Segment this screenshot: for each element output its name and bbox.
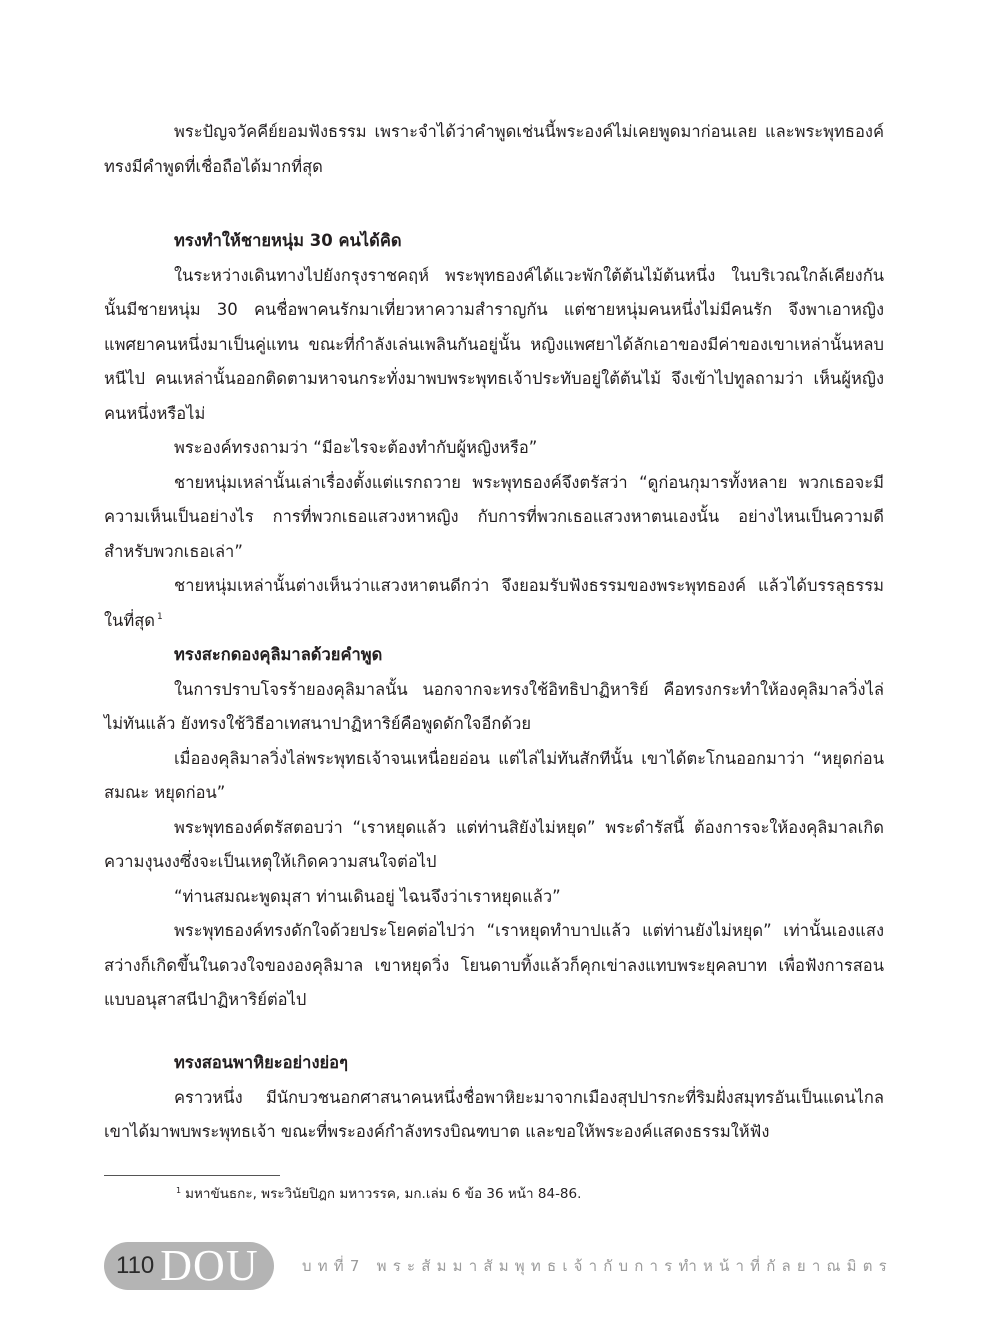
footnote: [176, 1184, 581, 1204]
footnote-divider: [104, 1175, 280, 1176]
section-young-men: [104, 224, 884, 1018]
body-paragraph: ในระหว่างเดินทางไปยังกรุงราชคฤห์ พระพุทธองค์ได้แวะพักใต้ต้นไม้ต้นหนึ่ง ในบริเวณใกล้เคียงกันนั้นมีชายหนุ่ม 30 คนชื่อพาคนรักมาเที่ยวหาความสำราญกัน แต่ชายหนุ่มคนหนึ่งไม่มีคนรัก จึงพาเอาหญิงแพศยาคนหนึ่งมาเป็นคู่แทน ขณะที่กำลังเล่นเพลินกันอยู่นั้น หญิงแพศยาได้ลักเอาของมีค่าของเขาเหล่านั้นหลบหนีไป คนเหล่านั้นออกติดตามหาจนกระทั่งมาพบพระพุทธเจ้าประทับอยู่ใต้ต้นไม้ จึงเข้าไปทูลถามว่า เห็นผู้หญิงคนหนึ่งหรือไม่: [104, 265, 884, 423]
section-heading: ทรงสอนพาหิยะอย่างย่อๆ: [174, 1053, 348, 1072]
intro-block: [104, 115, 884, 184]
body-paragraph: “ท่านสมณะพูดมุสา ท่านเดินอยู่ ไฉนจึงว่าเราหยุดแล้ว”: [174, 886, 561, 906]
body-paragraph: ชายหนุ่มเหล่านั้นเล่าเรื่องตั้งแต่แรกถวาย พระพุทธองค์จึงตรัสว่า “ดูก่อนกุมารทั้งหลาย พวกเธอจะมีความเห็นเป็นอย่างไร การที่พวกเธอแสวงหาหญิง กับการที่พวกเธอแสวงหาตนเองนั้น อย่างไหนเป็นความดีสำหรับพวกเธอเล่า”: [104, 472, 884, 561]
intro-paragraph: พระปัญจวัคคีย์ยอมฟังธรรม เพราะจำได้ว่าคำพูดเช่นนี้พระองค์ไม่เคยพูดมาก่อนเลย และพระพุทธองค์ทรงมีคำพูดที่เชื่อถือได้มากที่สุด: [104, 122, 884, 176]
page-number: 110: [116, 1252, 155, 1279]
footnote-marker: 1: [176, 1185, 182, 1195]
body-paragraph: คราวหนึ่ง มีนักบวชนอกศาสนาคนหนึ่งชื่อพาหิยะมาจากเมืองสุปปารกะที่ริมฝั่งสมุทรอันเป็นแดนไกลเขาได้มาพบพระพุทธเจ้า ขณะที่พระองค์กำลังทรงบิณฑบาต และขอให้พระองค์แสดงธรรมให้ฟัง: [104, 1087, 884, 1141]
body-paragraph: พระองค์ทรงถามว่า “มีอะไรจะต้องทำกับผู้หญิงหรือ”: [174, 438, 538, 457]
body-paragraph: เมื่อองคุลิมาลวิ่งไล่พระพุทธเจ้าจนเหนื่อยอ่อน แต่ไล่ไม่ทันสักทีนั้น เขาได้ตะโกนออกมาว่า “หยุดก่อนสมณะ หยุดก่อน”: [104, 748, 884, 802]
footnote-text: มหาขันธกะ, พระวินัยปิฎก มหาวรรค, มก.เล่ม 6 ข้อ 36 หน้า 84-86.: [185, 1186, 582, 1202]
body-paragraph: [104, 569, 884, 638]
section-heading: ทรงทำให้ชายหนุ่ม 30 คนได้คิด: [174, 231, 402, 250]
running-chapter-title: บทที่7 พระสัมมาสัมพุทธเจ้ากับการทำหน้าที่กัลยาณมิตร: [302, 1257, 893, 1275]
section-bahiya: [104, 1046, 884, 1150]
page-footer: [104, 1240, 893, 1292]
paragraph-text: ชายหนุ่มเหล่านั้นต่างเห็นว่าแสวงหาตนดีกว่า จึงยอมรับฟังธรรมของพระพุทธองค์ แล้วได้บรรลุธรรมในที่สุด: [104, 576, 884, 630]
body-paragraph: พระพุทธองค์ตรัสตอบว่า “เราหยุดแล้ว แต่ท่านสิยังไม่หยุด” พระดำรัสนี้ ต้องการจะให้องคุลิมาลเกิดความงุนงงซึ่งจะเป็นเหตุให้เกิดความสนใจต่อไป: [104, 817, 884, 871]
body-paragraph: ในการปราบโจรร้ายองคุลิมาลนั้น นอกจากจะทรงใช้อิทธิปาฏิหาริย์ คือทรงกระทำให้องคุลิมาลวิ่งไล่ไม่ทันแล้ว ยังทรงใช้วิธีอาเทสนาปาฏิหาริย์คือพูดดักใจอีกด้วย: [104, 679, 884, 733]
body-paragraph: พระพุทธองค์ทรงดักใจด้วยประโยคต่อไปว่า “เราหยุดทำบาปแล้ว แต่ท่านยังไม่หยุด” เท่านั้นเองแสงสว่างก็เกิดขึ้นในดวงใจขององคุลิมาล เขาหยุดวิ่ง โยนดาบทิ้งแล้วก็คุกเข่าลงแทบพระยุคลบาท เพื่อฟังการสอนแบบอนุสาสนีปาฏิหาริย์ต่อไป: [104, 921, 884, 1009]
brand-logo: DOU: [160, 1241, 259, 1290]
footnote-reference[interactable]: 1: [157, 612, 163, 622]
page-number-badge: [104, 1242, 274, 1290]
section-heading: ทรงสะกดองคุลิมาลด้วยคำพูด: [174, 645, 383, 664]
